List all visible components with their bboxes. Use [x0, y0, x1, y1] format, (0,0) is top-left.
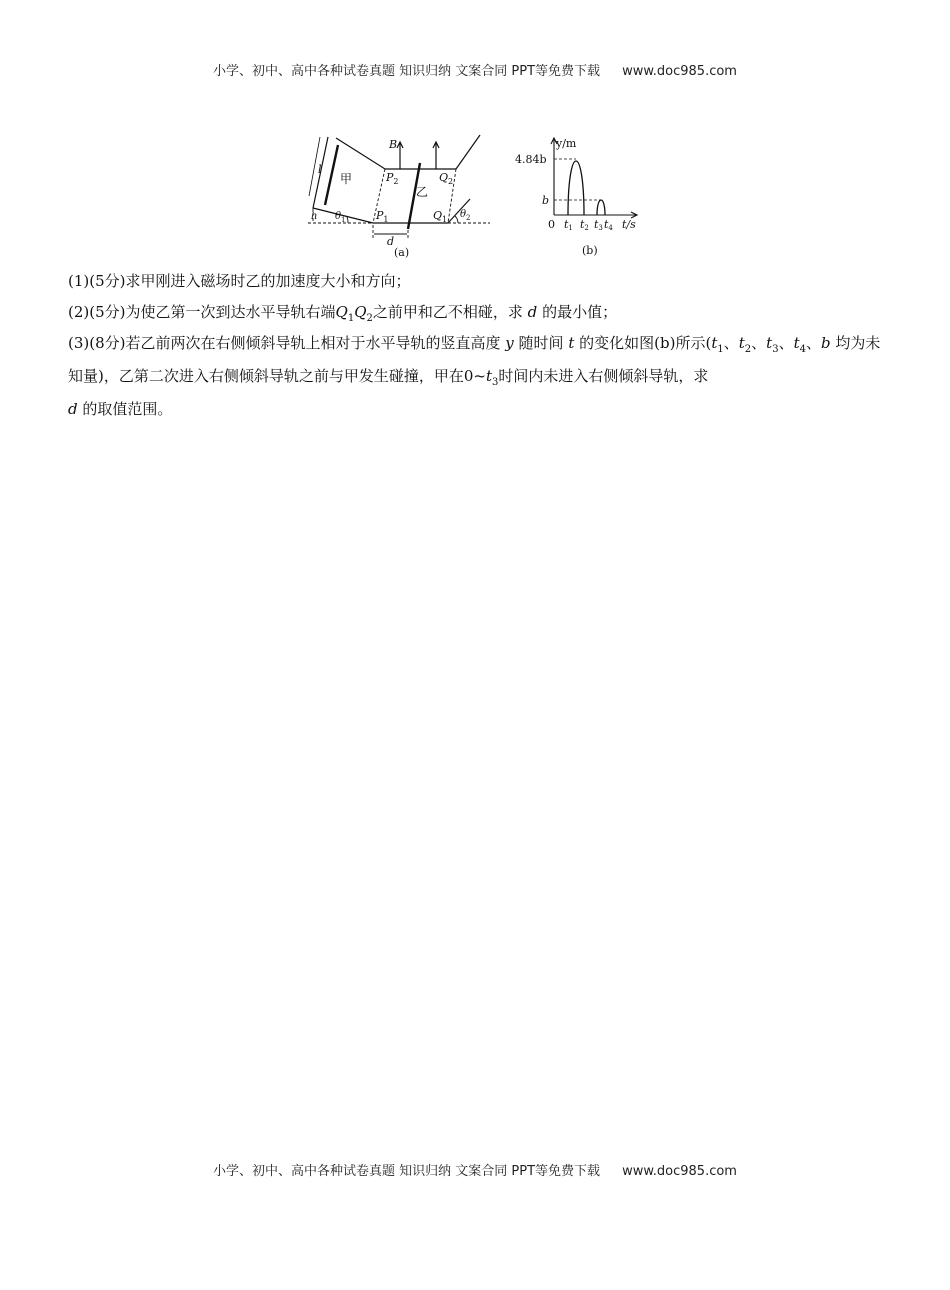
tick-t2: t2	[580, 218, 589, 232]
q3-var-y: y	[505, 334, 514, 352]
question-2-part-a: (2)(5分)为使乙第一次到达水平导轨右端	[68, 303, 336, 321]
tick-484b: 4.84b	[515, 153, 547, 166]
question-2-part-b: 之前甲和乙不相碰，求	[372, 303, 523, 321]
q3-sub-2: 2	[744, 344, 752, 355]
x-axis-label: t/s	[622, 218, 636, 231]
question-3-part-c: 的变化如图(b)所示(	[579, 334, 712, 352]
label-q1: $Q_1$	[433, 209, 448, 224]
question-3-part-d: 均为未知量)，乙第二次进入右侧倾斜导轨之前与甲发生碰撞，甲在0~	[68, 334, 881, 385]
caption-a: (a)	[394, 246, 410, 258]
tick-t4: t4	[604, 218, 613, 232]
figure-b-graph	[512, 133, 647, 258]
label-jia: 甲	[340, 172, 353, 186]
question-3-part-f: 的取值范围。	[82, 400, 173, 418]
label-h: h	[311, 211, 318, 222]
q3-sub-3-b: 3	[492, 377, 499, 388]
label-p1: $P_1$	[376, 209, 389, 224]
q3-sep-2: 、	[751, 334, 767, 352]
tick-t3: t3	[594, 218, 603, 232]
figure-a-diagram	[308, 133, 498, 258]
question-3-part-e: 时间内未进入右侧倾斜导轨，求	[498, 367, 709, 385]
q3-sep-3: 、	[778, 334, 794, 352]
q3-sep-4: 、	[806, 334, 822, 352]
label-q2: $Q_2$	[439, 171, 454, 186]
question-3-part-b: 随时间	[518, 334, 564, 352]
q2-var-q-2: Q	[354, 303, 367, 321]
question-3-part-a: (3)(8分)若乙前两次在右侧倾斜导轨上相对于水平导轨的竖直高度	[68, 334, 501, 352]
upper-rail-segment	[336, 138, 385, 169]
tick-0: 0	[548, 218, 555, 231]
q3-sub-3: 3	[772, 344, 779, 355]
label-yi: 乙	[416, 185, 429, 199]
y-axis-label: y/m	[556, 137, 577, 150]
label-theta2: $\theta_2$	[460, 209, 471, 222]
q2-sub-1: 1	[347, 313, 355, 324]
curve-first-rise	[568, 161, 584, 215]
footer-url[interactable]: www.doc985.com	[622, 1164, 737, 1179]
question-2	[68, 299, 888, 332]
header-url[interactable]: www.doc985.com	[622, 64, 737, 79]
q3-var-t3-b: t	[485, 367, 492, 385]
q3-var-t: t	[568, 334, 575, 352]
label-b: B	[389, 138, 398, 151]
q3-var-t1: t	[711, 334, 718, 352]
theta1-arc	[347, 217, 348, 223]
curve-second-rise	[597, 200, 605, 215]
q3-sub-1: 1	[717, 344, 724, 355]
q3-sub-4: 4	[799, 344, 806, 355]
label-theta1: $\theta_1$	[335, 211, 346, 224]
q3-var-d: d	[68, 400, 78, 418]
q3-var-t4: t	[793, 334, 800, 352]
caption-b: (b)	[582, 244, 598, 257]
header-text: 小学、初中、高中各种试卷真题 知识归纳 文案合同 PPT等免费下载	[213, 64, 601, 79]
question-3	[68, 330, 888, 422]
label-p2: $P_2$	[386, 171, 399, 186]
question-1	[68, 268, 888, 294]
rod-jia	[325, 145, 338, 205]
q2-var-d: d	[527, 303, 538, 321]
q3-var-t3: t	[766, 334, 773, 352]
q2-sub-2: 2	[366, 313, 373, 324]
q3-sep-1: 、	[723, 334, 739, 352]
label-d: d	[387, 235, 395, 248]
q2-var-q: Q	[335, 303, 348, 321]
page-footer	[0, 1160, 950, 1179]
tick-b: b	[542, 194, 550, 207]
question-1-text: (1)(5分)求甲刚进入磁场时乙的加速度大小和方向；	[68, 272, 411, 290]
q3-var-b: b	[821, 334, 831, 352]
label-l: l	[318, 163, 322, 176]
footer-text: 小学、初中、高中各种试卷真题 知识归纳 文案合同 PPT等免费下载	[213, 1164, 601, 1179]
question-2-part-c: 的最小值；	[542, 303, 618, 321]
tick-t1: t1	[564, 218, 573, 232]
right-incline-upper	[456, 135, 480, 169]
page-header	[0, 60, 950, 79]
theta2-arc	[455, 216, 458, 223]
q3-var-t2: t	[738, 334, 745, 352]
